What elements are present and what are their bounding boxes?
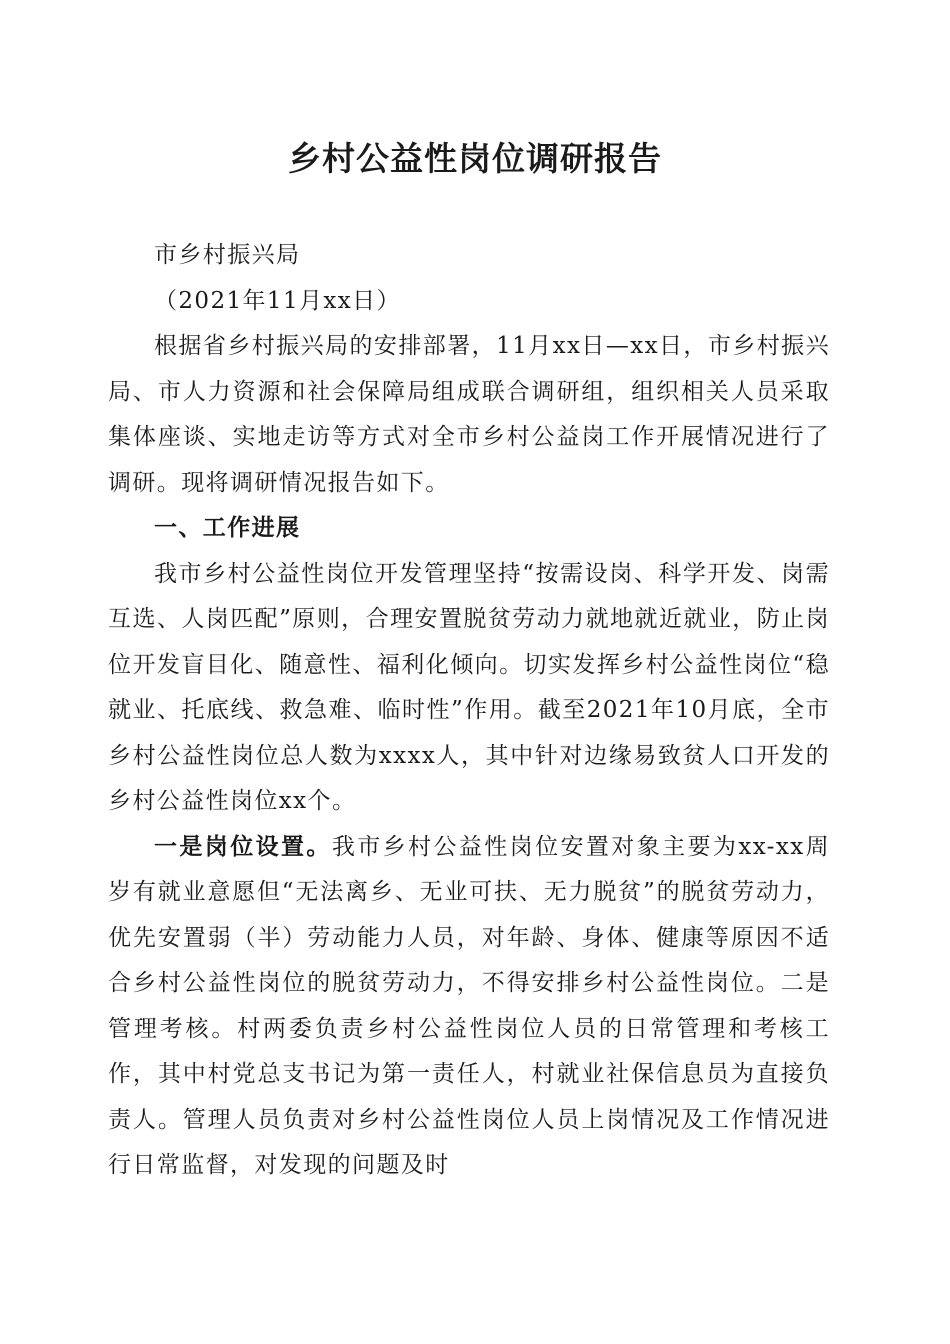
paragraph-body: 我市乡村公益性岗位安置对象主要为xx-xx周岁有就业意愿但“无法离乡、无业可扶、无力脱贫”的脱贫劳动力，优先安置弱（半）劳动能力人员，对年龄、身体、健康等原因不适合乡村公益性岗位的脱贫劳动力，不得安排乡村公益性岗位。二是管理考核。村两委负责乡村公益性岗位人员的日常管理和考核工作，其中村党总支书记为第一责任人，村就业社保信息员为直接负责人。管理人员负责对乡村公益性岗位人员上岗情况及工作情况进行日常监督，对发现的问题及时 [108, 833, 830, 1178]
section-paragraph-2 [108, 825, 830, 1189]
intro-paragraph: 根据省乡村振兴局的安排部署，11月xx日—xx日，市乡村振兴局、市人力资源和社会保障局组成联合调研组，组织相关人员采取集体座谈、实地走访等方式对全市乡村公益岗工作开展情况进行了调研。现将调研情况报告如下。 [108, 333, 830, 496]
author-line: 市乡村振兴局 [154, 242, 301, 268]
date-line: （2021年11月xx日） [154, 287, 401, 314]
section-paragraph: 我市乡村公益性岗位开发管理坚持“按需设岗、科学开发、岗需互选、人岗匹配”原则，合理安置脱贫劳动力就地就近就业，防止岗位开发盲目化、随意性、福利化倾向。切实发挥乡村公益性岗位“稳就业、托底线、救急难、临时性”作用。截至2021年10月底，全市乡村公益性岗位总人数为xxxx人，其中针对边缘易致贫人口开发的乡村公益性岗位xx个。 [108, 560, 830, 814]
section-heading: 一、工作进展 [154, 515, 301, 541]
paragraph-lead: 一是岗位设置。 [154, 833, 332, 860]
document-title: 乡村公益性岗位调研报告 [288, 139, 662, 178]
document-body [108, 233, 830, 1189]
